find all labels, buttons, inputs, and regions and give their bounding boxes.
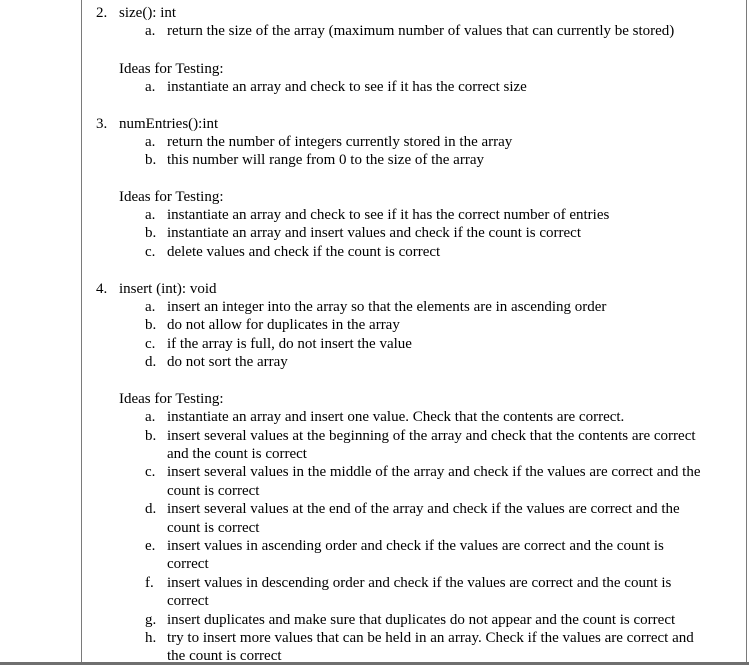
item-letter: b.	[145, 152, 157, 168]
test-text-continued: count is correct	[167, 483, 260, 499]
item-letter: d.	[145, 354, 157, 370]
test-letter: c.	[145, 464, 156, 480]
section-number: 2.	[96, 5, 108, 21]
testing-heading: Ideas for Testing:	[119, 189, 224, 205]
test-text: instantiate an array and insert one value. Check that the contents are correct.	[167, 409, 625, 425]
test-text-continued: correct	[167, 593, 209, 609]
testing-heading: Ideas for Testing:	[119, 391, 224, 407]
item-letter: c.	[145, 336, 156, 352]
item-letter: a.	[145, 134, 156, 150]
section-title: insert (int): void	[119, 281, 217, 297]
section-title: numEntries():int	[119, 116, 219, 132]
test-text-continued: correct	[167, 556, 209, 572]
test-letter: b.	[145, 225, 157, 241]
test-text: insert values in descending order and check if the values are correct and the count is	[167, 575, 672, 591]
test-letter: a.	[145, 409, 156, 425]
item-text: do not sort the array	[167, 354, 288, 370]
item-letter: b.	[145, 317, 157, 333]
test-letter: d.	[145, 501, 157, 517]
test-text: insert several values at the end of the array and check if the values are correct and the	[167, 501, 680, 517]
test-text: instantiate an array and check to see if it has the correct size	[167, 79, 527, 95]
test-letter: h.	[145, 630, 157, 646]
test-letter: a.	[145, 207, 156, 223]
test-text-continued: and the count is correct	[167, 446, 307, 462]
test-text-continued: the count is correct	[167, 648, 282, 664]
test-text: instantiate an array and insert values and check if the count is correct	[167, 225, 581, 241]
item-text: return the size of the array (maximum number of values that can currently be stored)	[167, 23, 675, 39]
test-text: insert several values in the middle of the array and check if the values are correct and the	[167, 464, 701, 480]
section-number: 4.	[96, 281, 108, 297]
item-text: return the number of integers currently stored in the array	[167, 134, 513, 150]
section-title: size(): int	[119, 5, 177, 21]
test-letter: a.	[145, 79, 156, 95]
test-text: delete values and check if the count is correct	[167, 244, 441, 260]
item-text: this number will range from 0 to the size of the array	[167, 152, 484, 168]
test-letter: b.	[145, 428, 157, 444]
test-text: insert values in ascending order and check if the values are correct and the count is	[167, 538, 664, 554]
test-letter: e.	[145, 538, 156, 554]
testing-heading: Ideas for Testing:	[119, 61, 224, 77]
item-text: if the array is full, do not insert the value	[167, 336, 412, 352]
item-letter: a.	[145, 23, 156, 39]
test-text: try to insert more values that can be held in an array. Check if the values are correct and	[167, 630, 694, 646]
test-text-continued: count is correct	[167, 520, 260, 536]
item-text: insert an integer into the array so that the elements are in ascending order	[167, 299, 607, 315]
test-text: instantiate an array and check to see if it has the correct number of entries	[167, 207, 610, 223]
section-number: 3.	[96, 116, 108, 132]
test-letter: c.	[145, 244, 156, 260]
test-text: insert several values at the beginning of the array and check that the contents are correct	[167, 428, 696, 444]
test-letter: f.	[145, 575, 154, 591]
test-letter: g.	[145, 612, 157, 628]
test-text: insert duplicates and make sure that duplicates do not appear and the count is correct	[167, 612, 676, 628]
item-text: do not allow for duplicates in the array	[167, 317, 400, 333]
item-letter: a.	[145, 299, 156, 315]
